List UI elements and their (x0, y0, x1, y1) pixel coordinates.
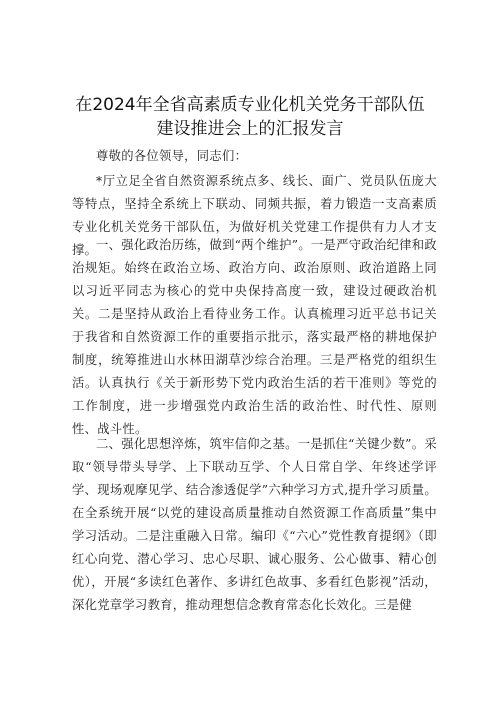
paragraph-section-1: 一、强化政治历练，做到“两个维护”。一是严守政治纪律和政治规矩。始终在政治立场、政治方向、政治原则、政治道路上同以习近平同志为核心的党中央保持高度一致，建设过硬政治机关。二是坚持从政治上看待业务工作。认真梳理习近平总书记关于我省和自然资源工作的重要指示批示，落实最严格的耕地保护制度，统筹推进山水林田湖草沙综合治理。三是严格党的组织生活。认真执行《关于新形势下党内政治生活的若干准则》等党的工作制度，进一步增强党内政治生活的政治性、时代性、原则性、战斗性。 (72, 238, 437, 436)
document-title-line-1: 在2024年全省高素质专业化机关党务干部队伍 (75, 95, 425, 115)
paragraph-section-2: 二、强化思想淬炼，筑牢信仰之基。一是抓住“关键少数”。采取“领导带头导学、上下联动互学、个人日常自学、年终述学评学、现场观摩见学、结合渗透促学”六种学习方式,提升学习质量。在全系统开展“以党的建设高质量推动自然资源工作高质量”集中学习活动。二是注重融入日常。编印《“六心”党性教育提纲》（即红心向党、潜心学习、忠心尽职、诚心服务、公心做事、精心创优），开展“多读红色著作、多讲红色故事、多看红色影视”活动，深化党章学习教育，推动理想信念教育常态化长效化。三是健 (72, 437, 437, 612)
salutation: 尊敬的各位领导，同志们： (96, 149, 248, 163)
paragraph-intro: *厅立足全省自然资源系统点多、线长、面广、党员队伍庞大等特点，坚持全系统上下联动、同频共振，着力锻造一支高素质专业化机关党务干部队伍，为做好机关党建工作提供有力人才支撑。 (72, 174, 437, 257)
document-title-line-2: 建设推进会上的汇报发言 (156, 119, 344, 139)
